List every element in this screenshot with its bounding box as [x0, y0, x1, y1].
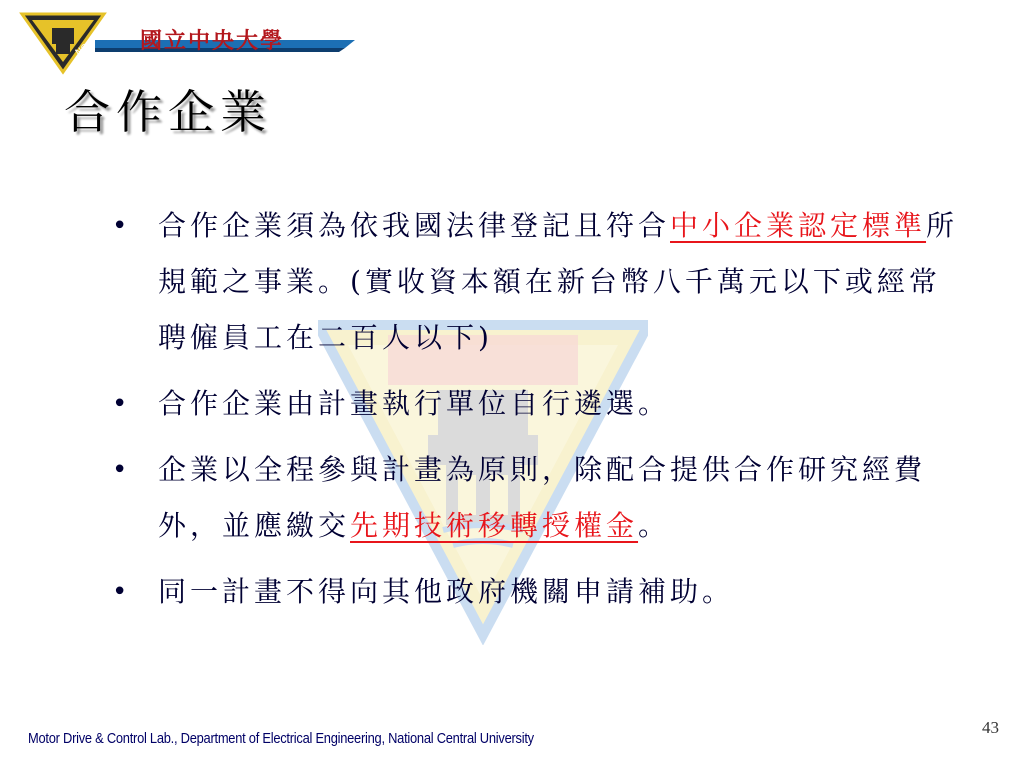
highlighted-term: 先期技術移轉授權金 [350, 509, 639, 542]
bullet-item [112, 442, 972, 554]
university-name: 國立中央大學 [140, 28, 285, 54]
bullet-text-part: 合作企業須為依我國法律登記且符合 [158, 209, 671, 242]
bullet-item [112, 198, 972, 366]
bullet-list [112, 198, 972, 630]
footer-text: Motor Drive & Control Lab., Department of Electrical Engineering, National Central University [28, 730, 534, 747]
bullet-text-part: 所規範之事業。(實收資本額在新台幣八千萬元以下或經常聘僱員工在二百人以下) [158, 209, 959, 354]
bullet-text-part: 。 [638, 509, 671, 542]
bullet-item [112, 376, 972, 432]
university-logo-icon [18, 8, 108, 78]
page-number: 43 [982, 718, 999, 737]
bullet-text-part: 企業以全程參與計畫為原則，除配合提供合作研究經費外，並應繳交 [158, 453, 927, 542]
bullet-text: 合作企業由計畫執行單位自行遴選。 [158, 387, 671, 420]
bullet-text [158, 453, 926, 542]
bullet-marker: • [112, 455, 132, 485]
bullet-text [158, 209, 958, 354]
highlighted-term: 中小企業認定標準 [670, 209, 927, 242]
bullet-marker: • [112, 577, 132, 607]
bullet-marker: • [112, 389, 132, 419]
bullet-marker: • [112, 211, 132, 241]
logo-text: NCU [73, 39, 96, 59]
bullet-item [112, 564, 972, 620]
slide-title: 合作企業 [64, 85, 272, 139]
bullet-text: 同一計畫不得向其他政府機關申請補助。 [158, 575, 735, 608]
